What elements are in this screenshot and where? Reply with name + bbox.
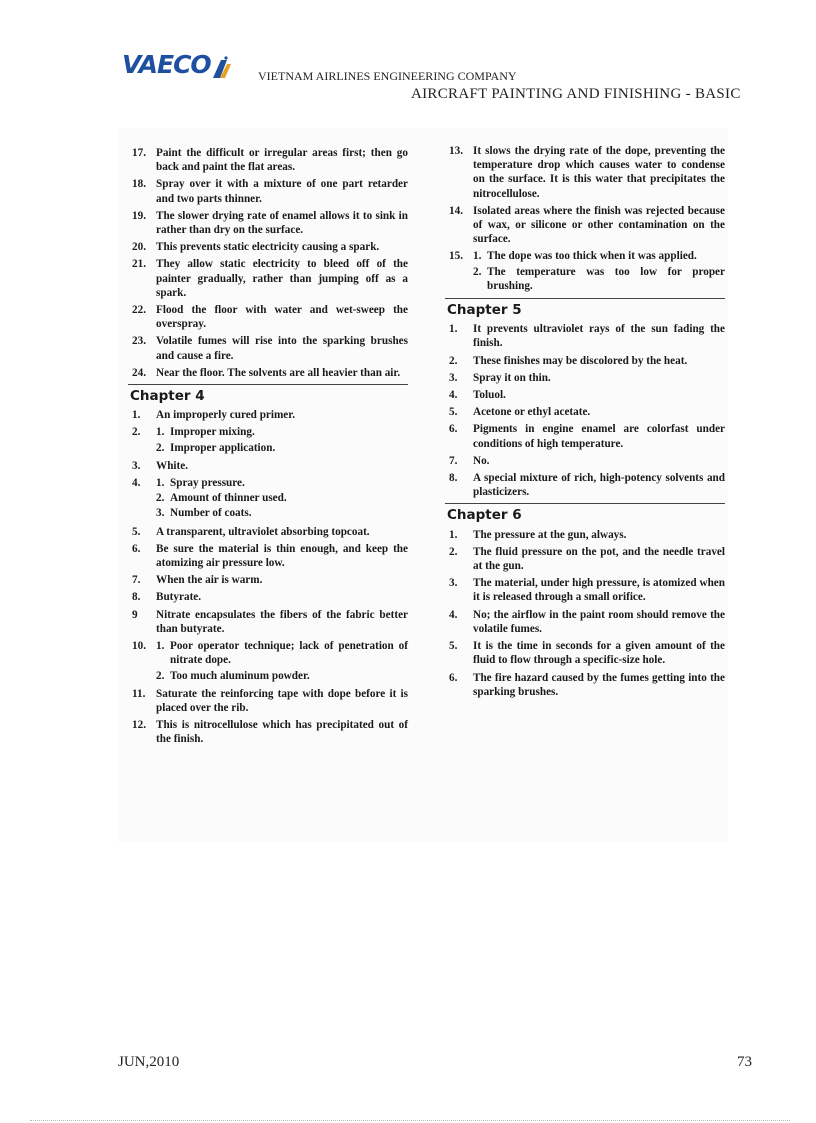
list-item: 3. The material, under high pressure, is atomized when it is released through a small orifice. (449, 577, 725, 604)
list-item: 4. No; the airflow in the paint room should remove the volatile fumes. (449, 608, 725, 635)
list-item: 7. No. (449, 454, 490, 467)
list-item: 19. The slower drying rate of enamel allows it to sink in rather than dry on the surface. (132, 209, 408, 237)
list-item: 12. This is nitrocellulose which has precipitated out of the finish. (132, 719, 408, 746)
sub-item: 2. Too much aluminum powder. (156, 669, 310, 682)
chapter-6-heading: Chapter 6 (447, 507, 522, 524)
list-item: 22. Flood the floor with water and wet-sweep the overspray. (132, 304, 408, 331)
sub-item: 3. Number of coats. (156, 507, 252, 520)
list-item: 17. Paint the difficult or irregular areas first; then go back and paint the flat areas. (132, 147, 408, 174)
list-item: 14. Isolated areas where the finish was rejected because of wax, or silicone or other contamination on the surface. (449, 204, 725, 246)
list-item: 2. 1. Improper mixing. 2. Improper application. (118, 425, 408, 455)
list-item: 10. 1. Poor operator technique; lack of penetration of nitrate dope. 2. Too much aluminum powder. (132, 640, 408, 682)
list-item: 13. It slows the drying rate of the dope, preventing the temperature drop which causes water to condense on the surface. It is this water that precipitates the nitrocellulose. (449, 145, 725, 200)
list-item: 4. Toluol. (449, 389, 506, 402)
list-item: 1. It prevents ultraviolet rays of the sun fading the finish. (449, 323, 725, 350)
list-item: 18. Spray over it with a mixture of one part retarder and two parts thinner. (132, 178, 408, 205)
list-item: 6. Pigments in engine enamel are colorfast under conditions of high temperature. (449, 423, 725, 450)
list-item: 2. These finishes may be discolored by the heat. (449, 354, 688, 367)
list-item: 15. 1. The dope was too thick when it was applied. 2. The temperature was too low for proper brushing. (449, 250, 725, 292)
list-item: 5. Acetone or ethyl acetate. (449, 406, 591, 419)
scanned-answer-page (118, 128, 728, 843)
company-logo (122, 52, 231, 78)
list-item: 5. A transparent, ultraviolet absorbing topcoat. (132, 525, 370, 538)
sub-item: 1. The dope was too thick when it was applied. (473, 250, 697, 263)
sub-item: 1. Poor operator technique; lack of penetration of nitrate dope. (156, 640, 408, 667)
list-item: 3. White. (132, 459, 189, 472)
chapter-divider (128, 384, 408, 385)
list-item: 1. An improperly cured primer. (132, 409, 296, 422)
sub-item: 2. The temperature was too low for proper brushing. (473, 265, 725, 292)
list-item: 7. When the air is warm. (132, 574, 263, 587)
list-item: 3. Spray it on thin. (449, 371, 551, 384)
sub-item: 1. Improper mixing. (156, 426, 255, 439)
list-item: 6. The fire hazard caused by the fumes getting into the sparking brushes. (449, 671, 725, 698)
logo-text: VAECO (122, 50, 211, 79)
sub-item: 2. Amount of thinner used. (156, 492, 287, 505)
list-item: 21. They allow static electricity to bleed off of the painter gradually, rather than jumping off as a spark. (132, 258, 408, 299)
airplane-logo-icon (211, 56, 231, 78)
footer-date: JUN,2010 (118, 1054, 180, 1070)
company-name: VIETNAM AIRLINES ENGINEERING COMPANY (258, 69, 517, 83)
list-item: 2. The fluid pressure on the pot, and the needle travel at the gun. (449, 545, 725, 573)
page-number: 73 (737, 1054, 752, 1070)
list-item: 11. Saturate the reinforcing tape with dope before it is placed over the rib. (132, 687, 408, 714)
list-item: 6. Be sure the material is thin enough, and keep the atomizing air pressure low. (132, 542, 408, 570)
list-item: 1. The pressure at the gun, always. (449, 528, 627, 541)
list-item: 9 Nitrate encapsulates the fibers of the fabric better than butyrate. (132, 608, 408, 635)
chapter-divider (445, 503, 725, 504)
chapter-divider (445, 298, 725, 299)
list-item: 4. 1. Spray pressure. 2. Amount of thinner used. 3. Number of coats. (118, 476, 408, 522)
list-item: 24. Near the floor. The solvents are all heavier than air. (132, 366, 401, 379)
list-item: 20. This prevents static electricity causing a spark. (132, 241, 380, 254)
left-column (118, 146, 408, 750)
chapter-4-heading: Chapter 4 (130, 388, 205, 405)
sub-item: 1. Spray pressure. (156, 477, 245, 490)
chapter-5-heading: Chapter 5 (447, 302, 522, 319)
right-column (435, 144, 725, 702)
list-item: 8. Butyrate. (132, 591, 202, 604)
document-title: AIRCRAFT PAINTING AND FINISHING - BASIC (411, 86, 741, 102)
sub-item: 2. Improper application. (156, 441, 276, 454)
page-bottom-divider (30, 1120, 790, 1121)
list-item: 23. Volatile fumes will rise into the sparking brushes and cause a fire. (132, 335, 408, 362)
list-item: 8. A special mixture of rich, high-potency solvents and plasticizers. (449, 472, 725, 499)
list-item: 5. It is the time in seconds for a given amount of the fluid to flow through a specific-size hole. (449, 640, 725, 667)
